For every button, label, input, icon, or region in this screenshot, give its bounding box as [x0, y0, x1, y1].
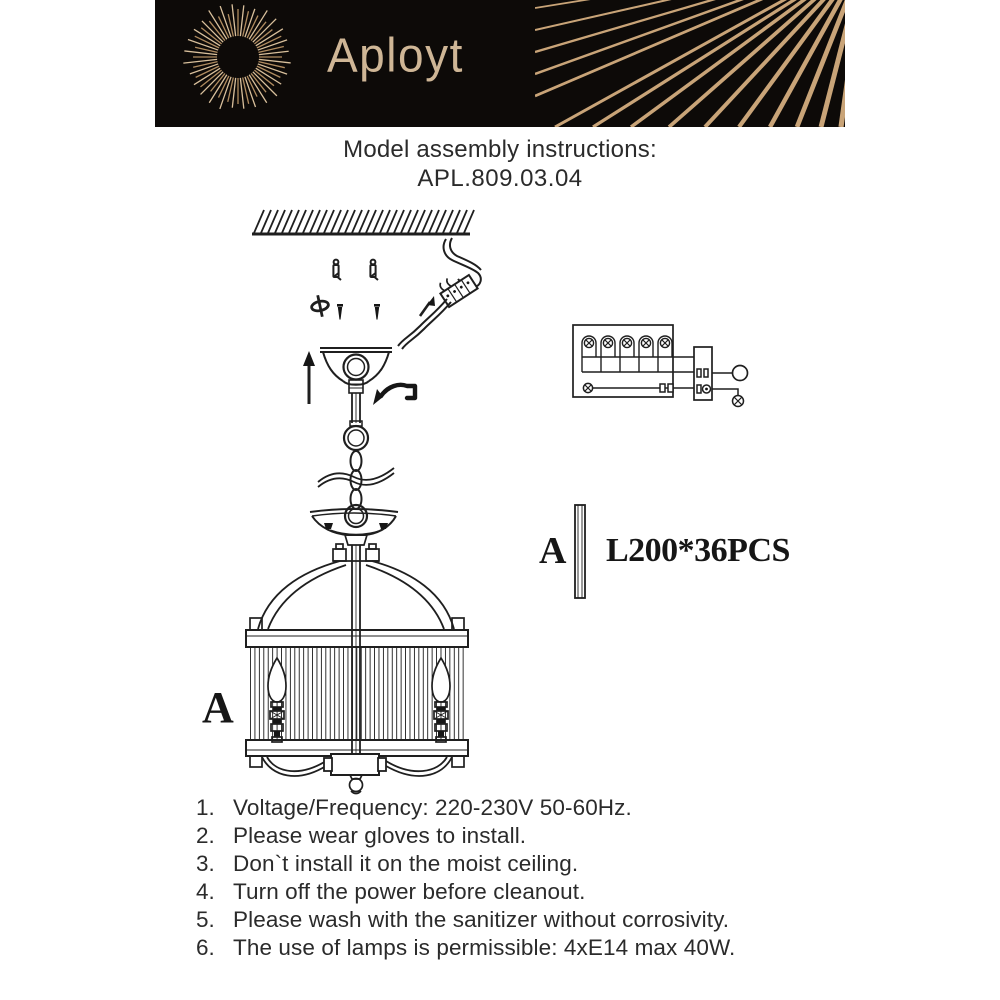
- item-text: Please wash with the sanitizer without corrosivity.: [233, 907, 730, 932]
- center-rod: [352, 545, 360, 755]
- list-item: [196, 878, 896, 906]
- brand-name: Aployt: [327, 27, 464, 83]
- item-text: Please wear gloves to install.: [233, 823, 527, 848]
- item-text: Voltage/Frequency: 220-230V 50-60Hz.: [233, 795, 632, 820]
- item-number: 2.: [196, 823, 215, 848]
- instructions-list: [196, 794, 896, 962]
- hanging-rod: [350, 393, 362, 426]
- ceiling-hatch-icon: [252, 210, 474, 234]
- shade-label-a: A: [202, 683, 234, 732]
- item-number: 4.: [196, 879, 215, 904]
- list-item: [196, 906, 896, 934]
- page-title: Model assembly instructions:: [343, 136, 657, 163]
- suspension-ring: [344, 426, 368, 450]
- rod-part-drawing: [575, 505, 585, 598]
- parts-row-spec: L200*36PCS: [606, 532, 790, 569]
- item-number: 5.: [196, 907, 215, 932]
- item-number: 1.: [196, 795, 215, 820]
- item-text: The use of lamps is permissible: 4xE14 max 40W.: [233, 935, 736, 960]
- candle-bulb-icon: [268, 658, 450, 742]
- item-text: Don`t install it on the moist ceiling.: [233, 851, 579, 876]
- hook-tool-icon: [373, 385, 415, 405]
- model-number: APL.809.03.04: [417, 165, 583, 192]
- item-number: 3.: [196, 851, 215, 876]
- item-text: Turn off the power before cleanout.: [233, 879, 586, 904]
- screw-icon: [337, 304, 380, 320]
- list-item: [196, 822, 896, 850]
- up-arrow-icon: [303, 351, 315, 404]
- ceiling-canopy: [320, 348, 392, 393]
- bottom-frame: [262, 754, 452, 776]
- list-item: [196, 794, 896, 822]
- wiring-diagram: [573, 325, 748, 407]
- list-item: [196, 850, 896, 878]
- finial-icon: [350, 775, 363, 794]
- wing-nut-icon: [309, 293, 330, 318]
- anchor-bolt-icon: [333, 260, 378, 280]
- item-number: 6.: [196, 935, 215, 960]
- parts-row-label-a: A: [539, 530, 567, 572]
- list-item: [196, 934, 896, 962]
- wire-connector-icon: [398, 238, 481, 349]
